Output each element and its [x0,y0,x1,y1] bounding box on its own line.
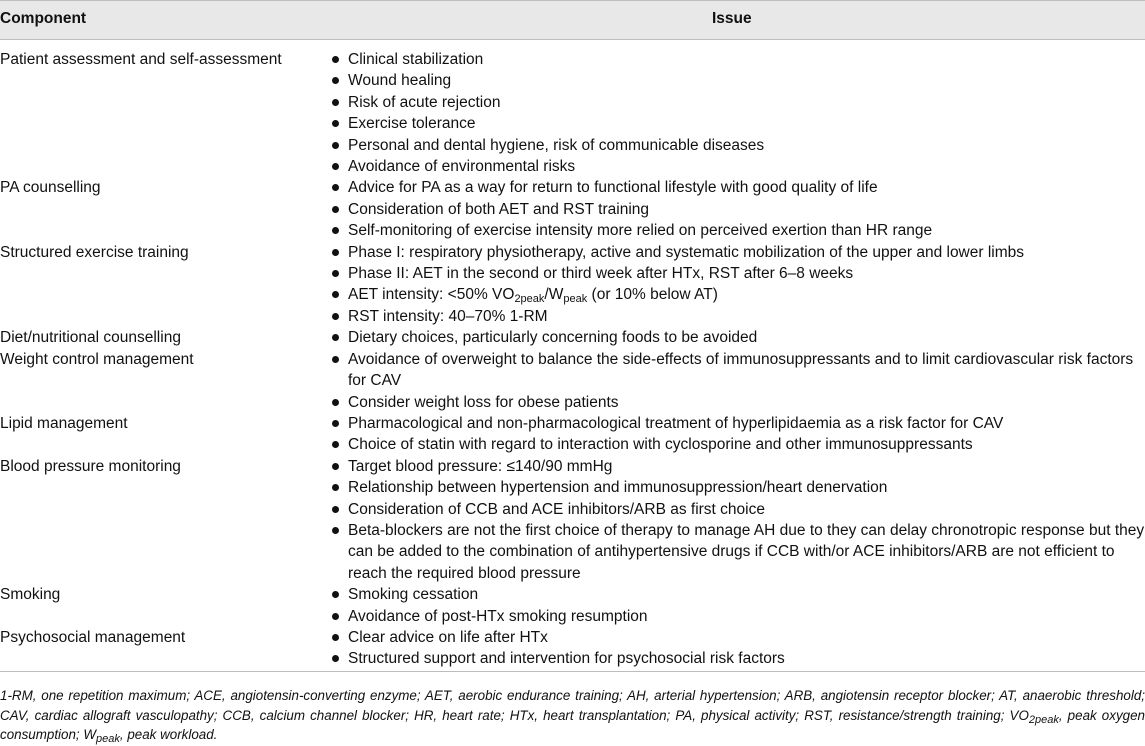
component-cell: Psychosocial management [0,628,186,646]
issue-list [330,327,1145,348]
issue-list [330,177,1145,241]
table-bottom-rule [0,671,1145,672]
table-row [0,456,1145,584]
issue-list [330,349,1145,413]
issue-item: Avoidance of environmental risks [330,156,1145,177]
table-footnote: 1-RM, one repetition maximum; ACE, angiotensin-converting enzyme; AET, aerobic endurance training; AH, arterial hypertension; ARB, angiotensin receptor blocker; AT, anaerobic threshold; CAV, cardiac allograft vasculopathy; CCB, calcium channel blocker; HR, heart rate; HTx, heart transplantation; PA, physical activity; RST, resistance/strength training; $VO_{2peak}$, peak oxygen consumption; $W_{peak}$, peak workload. [0,688,1145,745]
issue-column-header: Issue [712,10,752,27]
issue-item: Pharmacological and non-pharmacological treatment of hyperlipidaemia as a risk factor for CAV [330,413,1145,434]
issue-list [330,456,1145,584]
issue-item: Personal and dental hygiene, risk of communicable diseases [330,135,1145,156]
table-row [0,413,1145,456]
issue-list [330,413,1145,456]
issue-item: Consideration of CCB and ACE inhibitors/ARB as first choice [330,499,1145,520]
component-cell: Patient assessment and self-assessment [0,51,282,68]
component-cell: Structured exercise training [0,243,189,261]
issue-item: RST intensity: 40–70% 1-RM [330,306,1145,327]
issue-item: Wound healing [330,70,1145,91]
table-row [0,242,1145,328]
issue-list [330,584,1145,627]
issue-item: Dietary choices, particularly concerning foods to be avoided [330,327,1145,348]
issue-item: Consideration of both AET and RST training [330,199,1145,220]
issue-item: Consider weight loss for obese patients [330,392,1145,413]
component-cell: PA counselling [0,179,101,197]
issue-item: Relationship between hypertension and immunosuppression/heart denervation [330,477,1145,498]
issue-item: Avoidance of post-HTx smoking resumption [330,606,1145,627]
issue-list [330,49,1145,177]
issue-item: Self-monitoring of exercise intensity more relied on perceived exertion than HR range [330,220,1145,241]
issue-item: Advice for PA as a way for return to functional lifestyle with good quality of life [330,177,1145,198]
table-row [0,49,1145,177]
issue-list [330,242,1145,328]
issue-item: Structured support and intervention for psychosocial risk factors [330,648,1145,669]
issue-item: AET intensity: <50% $VO_{2peak}/W_{peak}$ (or 10% below AT) [330,284,1145,305]
table-row [0,177,1145,241]
issue-item: Clinical stabilization [330,49,1145,70]
component-cell: Lipid management [0,414,128,432]
table-row [0,627,1145,670]
issue-item: Choice of statin with regard to interaction with cyclosporine and other immunosuppressants [330,434,1145,455]
table-row [0,327,1145,348]
issue-list [330,627,1145,670]
component-cell: Blood pressure monitoring [0,457,181,475]
issue-item: Target blood pressure: ≤140/90 mmHg [330,456,1145,477]
component-cell: Weight control management [0,350,194,368]
table-body [0,40,1145,670]
issue-item: Phase II: AET in the second or third week after HTx, RST after 6–8 weeks [330,263,1145,284]
issue-item: Exercise tolerance [330,113,1145,134]
component-cell: Smoking [0,586,61,604]
table-header [0,0,1145,40]
issue-item: Phase I: respiratory physiotherapy, active and systematic mobilization of the upper and lower limbs [330,242,1145,263]
table-row [0,584,1145,627]
issue-item: Clear advice on life after HTx [330,627,1145,648]
issue-item: Avoidance of overweight to balance the side-effects of immunosuppressants and to limit cardiovascular risk factors for CAV [330,349,1145,392]
table-row [0,349,1145,413]
issue-item: Risk of acute rejection [330,92,1145,113]
component-cell: Diet/nutritional counselling [0,329,181,347]
issue-item: Smoking cessation [330,584,1145,605]
issue-item: Beta-blockers are not the first choice of therapy to manage AH due to they can delay chronotropic response but they can be added to the combination of antihypertensive drugs if CCB with/or ACE inhibitors/ARB are not efficient to reach the required blood pressure [330,520,1145,584]
component-column-header: Component [0,10,87,27]
